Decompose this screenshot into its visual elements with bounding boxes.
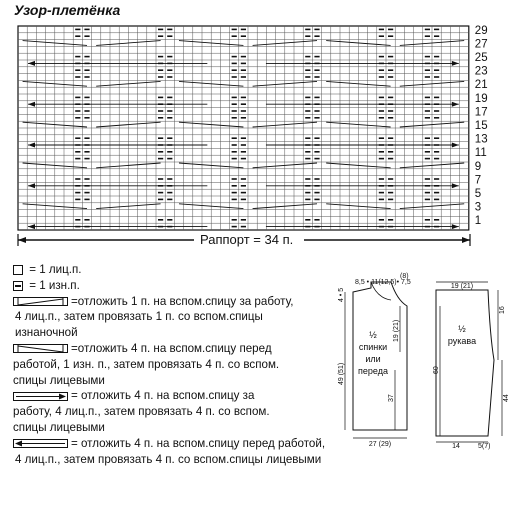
legend (13, 262, 343, 467)
row-number: 17 (474, 106, 488, 119)
sleeve-cuff: 14 (452, 443, 460, 450)
chart-row-numbers (475, 25, 488, 227)
sleeve-top-width: 19 (21) (450, 283, 474, 290)
row-number: 3 (474, 201, 482, 214)
svg-text:переда: переда (358, 366, 388, 376)
pattern-title: Узор-плетёнка (14, 2, 121, 18)
cable-4-left-arrow-icon (13, 439, 68, 448)
row-number: 25 (474, 52, 488, 64)
row-number: 29 (474, 24, 488, 37)
svg-text:½: ½ (458, 324, 466, 334)
knit-symbol-icon (13, 265, 23, 275)
row-number: 23 (474, 65, 488, 78)
back-front-schematic (335, 270, 435, 450)
row-number: 13 (474, 133, 488, 146)
back-neck-depth: (8) (400, 273, 409, 280)
legend-cable3: = отложить 4 п. на вспом.спицу за работу, 4 лиц.п., затем провязать 4 п. со вспом. спицы лицевыми (13, 389, 270, 434)
row-number: 5 (474, 188, 482, 200)
back-side: 37 (388, 394, 395, 402)
sleeve-schematic (430, 276, 520, 450)
cable-2-left-icon (13, 344, 68, 353)
legend-cable4: = отложить 4 п. на вспом.спицу перед работой, 4 лиц.п., затем провязать 4 п. со вспом.спицы лицевыми (15, 436, 326, 466)
row-number: 11 (474, 147, 487, 160)
svg-text:или: или (365, 354, 381, 364)
back-width: 27 (29) (368, 441, 392, 448)
row-number: 19 (474, 92, 488, 105)
row-number: 21 (474, 79, 488, 92)
svg-text:½: ½ (369, 330, 377, 340)
legend-cable1: =отложить 1 п. на вспом.спицу за работу, 4 лиц.п., затем провязать 1 п. со вспом.спицы изнаночной (15, 294, 294, 340)
row-number: 7 (474, 174, 482, 187)
cable-3-right-arrow-icon (13, 392, 68, 401)
row-number: 9 (474, 160, 482, 173)
svg-text:спинки: спинки (358, 342, 388, 352)
legend-cable2: =отложить 4 п. на вспом.спицу перед работой, 1 изн. п., затем провязать 4 п. со вспом. спицы лицевыми (13, 341, 280, 387)
rapport-label: Раппорт = 34 п. (200, 232, 294, 247)
back-armhole: 19 (21) (393, 319, 400, 342)
sleeve-body: 44 (503, 394, 510, 402)
row-number: 27 (474, 38, 488, 51)
rapport-bracket (18, 232, 470, 247)
sleeve-cap: 16 (499, 306, 506, 314)
sleeve-full-height: 60 (433, 366, 440, 374)
row-number: 15 (474, 120, 488, 132)
back-shoulder-drop: 4 • 5 (338, 287, 345, 302)
cable-1-right-icon (13, 297, 68, 306)
sleeve-cuff-small: 5(7) (478, 443, 491, 450)
back-top-dims: 8,5 • 11(12,5)• 7,5 (355, 279, 411, 286)
back-full-height: 49 (51) (338, 362, 345, 385)
knitting-chart (14, 22, 514, 250)
legend-knit: = 1 лиц.п. (13, 262, 343, 278)
row-number: 1 (474, 215, 482, 228)
purl-symbol-icon (13, 281, 23, 291)
legend-purl: = 1 изн.п. (13, 278, 343, 294)
svg-text:рукава: рукава (447, 336, 477, 346)
